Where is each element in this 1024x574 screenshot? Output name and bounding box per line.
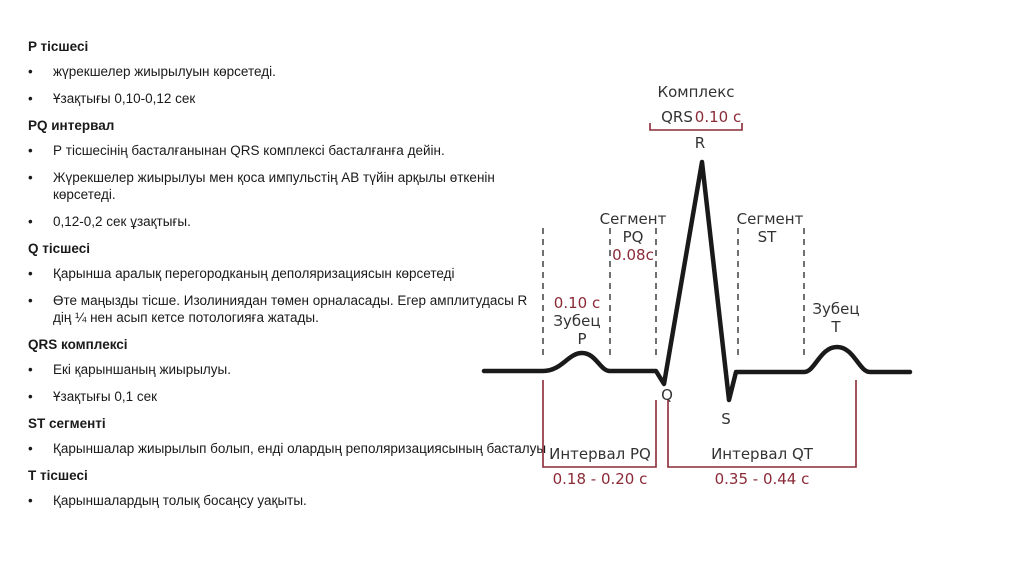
bullet-icon: • — [28, 214, 33, 229]
pq-interval-label: Интервал PQ — [549, 445, 651, 463]
bullet-text: Ұзақтығы 0,1 сек — [53, 389, 158, 404]
section-heading: QRS комплексі — [28, 337, 128, 352]
bullet-text: Р тісшесінің басталғанынан QRS комплексі басталғанға дейін. — [53, 143, 445, 158]
bullet-icon: • — [28, 362, 33, 377]
bullet-text: Қарыншалардың толық босаңсу уақыты. — [53, 493, 307, 508]
bullet-text: Қарынша аралық перегородканың деполяризациясын көрсетеді — [53, 266, 455, 281]
t-label: T — [831, 318, 841, 336]
bullet-text: Өте маңызды тісше. Изолиниядан төмен орналасады. Егер амплитудасы R дің ¼ нен асып кетсе потологияға жатады. — [53, 293, 528, 325]
bullet-item — [28, 492, 548, 509]
st-segment-title: Сегмент — [736, 210, 804, 228]
qrs-title: Комплекс — [657, 83, 735, 101]
bullet-icon: • — [28, 91, 33, 106]
section-heading: PQ интервал — [28, 118, 115, 133]
wave-s-label: S — [721, 410, 731, 428]
bullet-icon: • — [28, 64, 33, 79]
bullet-icon: • — [28, 441, 33, 456]
bullet-text: Ұзақтығы 0,10-0,12 сек — [53, 91, 196, 106]
qrs-label: QRS — [661, 108, 693, 126]
pq-segment-title: Сегмент — [599, 210, 667, 228]
section-heading: P тісшесі — [28, 39, 89, 54]
bullet-icon: • — [28, 143, 33, 158]
bullet-icon: • — [28, 293, 33, 308]
t-title: Зубец — [812, 300, 860, 318]
wave-q-label: Q — [661, 386, 673, 404]
section-heading: Q тісшесі — [28, 241, 90, 256]
ecg-diagram — [470, 70, 920, 490]
pq-segment-duration: 0.08с — [612, 246, 654, 264]
bullet-icon: • — [28, 389, 33, 404]
st-segment-label: ST — [757, 228, 777, 246]
section-heading: ST сегменті — [28, 416, 106, 431]
bullet-text: 0,12-0,2 сек ұзақтығы. — [53, 214, 191, 229]
qrs-duration: 0.10 с — [694, 108, 742, 126]
bullet-text: жүрекшелер жиырылуын көрсетеді. — [53, 64, 276, 79]
p-duration: 0.10 с — [553, 294, 601, 312]
p-title: Зубец — [553, 312, 601, 330]
pq-segment-label: PQ — [622, 228, 644, 246]
bullet-text: Екі қарыншаның жиырылуы. — [53, 362, 232, 377]
bullet-text: Жүрекшелер жиырылуы мен қоса импульстің АВ түйін арқылы өткенін көрсетеді. — [53, 170, 495, 202]
qt-interval-duration: 0.35 - 0.44 с — [714, 470, 810, 488]
wave-r-label: R — [694, 134, 706, 152]
bullet-icon: • — [28, 493, 33, 508]
qt-interval-label: Интервал QT — [711, 445, 813, 463]
section-heading: Т тісшесі — [28, 468, 88, 483]
bullet-icon: • — [28, 266, 33, 281]
pq-interval-duration: 0.18 - 0.20 с — [552, 470, 648, 488]
bullet-icon: • — [28, 170, 33, 185]
p-label: P — [577, 330, 587, 348]
ecg-trace — [484, 162, 910, 400]
bullet-text: Қарыншалар жиырылып болып, енді олардың реполяризациясының басталуы — [53, 441, 547, 456]
